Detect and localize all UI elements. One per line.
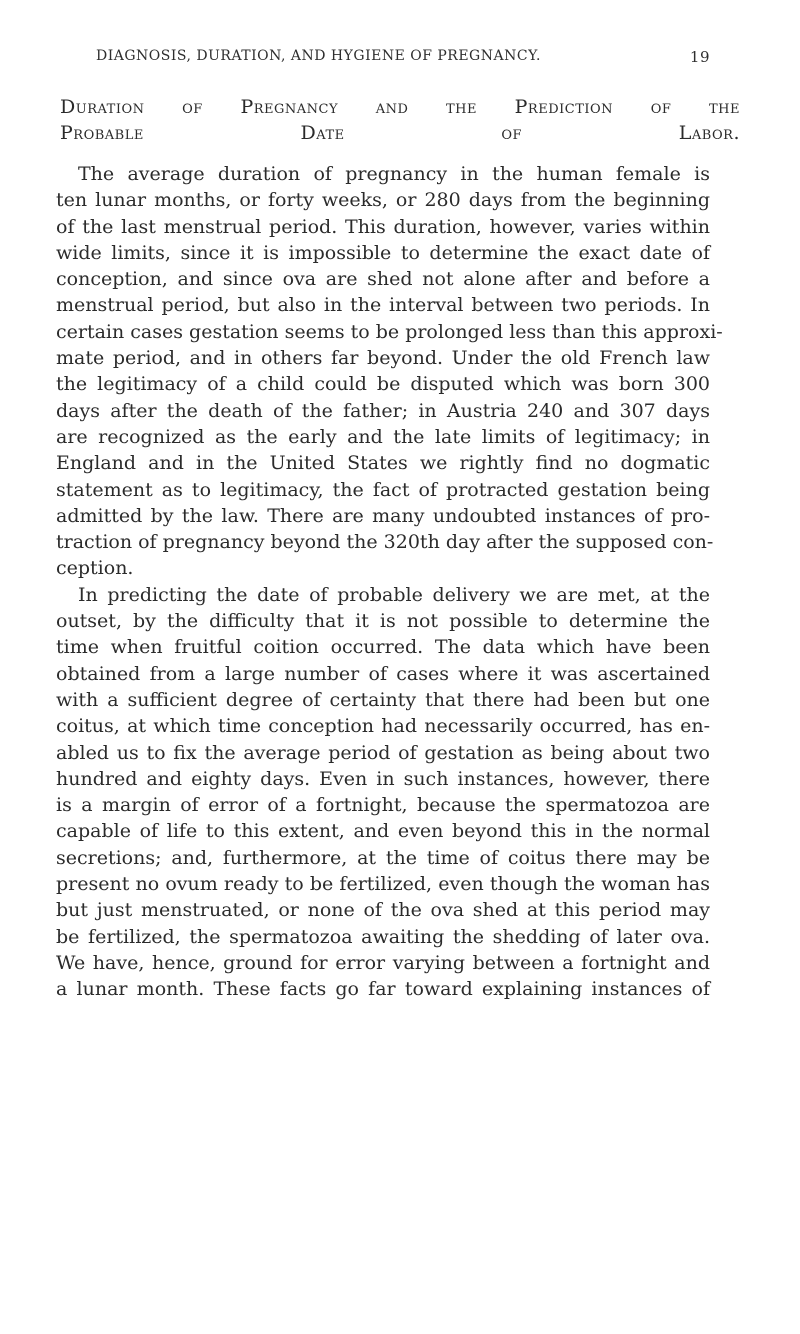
text-line: statement as to legitimacy, the fact of protracted gestation being: [56, 478, 710, 501]
body-text: [56, 161, 723, 1003]
text-line: admitted by the law. There are many undoubted instances of pro-: [56, 504, 710, 527]
text-line: menstrual period, but also in the interval between two periods. In: [56, 294, 710, 317]
text-line: the legitimacy of a child could be disputed which was born 300: [56, 373, 710, 396]
text-line: with a sufficient degree of certainty that there had been but one: [56, 688, 710, 711]
text-line: present no ovum ready to be fertilized, even though the woman has: [56, 873, 710, 896]
text-line: coitus, at which time conception had necessarily occurred, has en-: [56, 715, 710, 738]
text-line: secretions; and, furthermore, at the time of coitus there may be: [56, 846, 710, 869]
text-line: We have, hence, ground for error varying between a fortnight and: [56, 951, 710, 974]
text-line: days after the death of the father; in Austria 240 and 307 days: [56, 399, 710, 422]
text-line: conception, and since ova are shed not alone after and before a: [56, 268, 710, 291]
text-line: is a margin of error of a fortnight, because the spermatozoa are: [56, 794, 710, 817]
text-line: are recognized as the early and the late limits of legitimacy; in: [56, 425, 710, 448]
text-line: In predicting the date of probable delivery we are met, at the: [78, 583, 710, 606]
text-line: be fertilized, the spermatozoa awaiting the shedding of later ova.: [56, 925, 710, 948]
section-heading-line: Duration of Pregnancy and the Prediction of the: [60, 96, 740, 118]
text-line: hundred and eighty days. Even in such instances, however, there: [56, 767, 710, 790]
text-line: of the last menstrual period. This duration, however, varies within: [56, 215, 710, 238]
text-line: The average duration of pregnancy in the human female is: [78, 163, 710, 185]
text-line: obtained from a large number of cases where it was ascertained: [56, 662, 710, 685]
page-number: 19: [689, 48, 710, 66]
text-line: abled us to fix the average period of gestation as being about two: [56, 741, 710, 764]
text-line: ception.: [56, 557, 134, 580]
text-line: mate period, and in others far beyond. Under the old French law: [56, 347, 710, 370]
text-line: time when fruitful coition occurred. The data which have been: [56, 636, 710, 659]
section-heading: [60, 92, 740, 145]
text-line: traction of pregnancy beyond the 320th day after the supposed con-: [56, 531, 714, 554]
text-line: capable of life to this extent, and even beyond this in the normal: [56, 820, 710, 843]
text-line: ten lunar months, or forty weeks, or 280 days from the beginning: [56, 189, 710, 212]
text-line: England and in the United States we rightly find no dogmatic: [56, 452, 710, 475]
text-line: wide limits, since it is impossible to determine the exact date of: [56, 241, 710, 264]
text-line: certain cases gestation seems to be prolonged less than this approxi-: [56, 320, 723, 343]
text-line: a lunar month. These facts go far toward explaining instances of: [56, 978, 710, 1001]
section-heading-line: Probable Date of Labor.: [60, 122, 740, 145]
text-line: but just menstruated, or none of the ova shed at this period may: [56, 899, 710, 922]
text-line: outset, by the difficulty that it is not possible to determine the: [56, 610, 710, 633]
running-title: DIAGNOSIS, DURATION, AND HYGIENE OF PREGNANCY.: [96, 48, 541, 64]
